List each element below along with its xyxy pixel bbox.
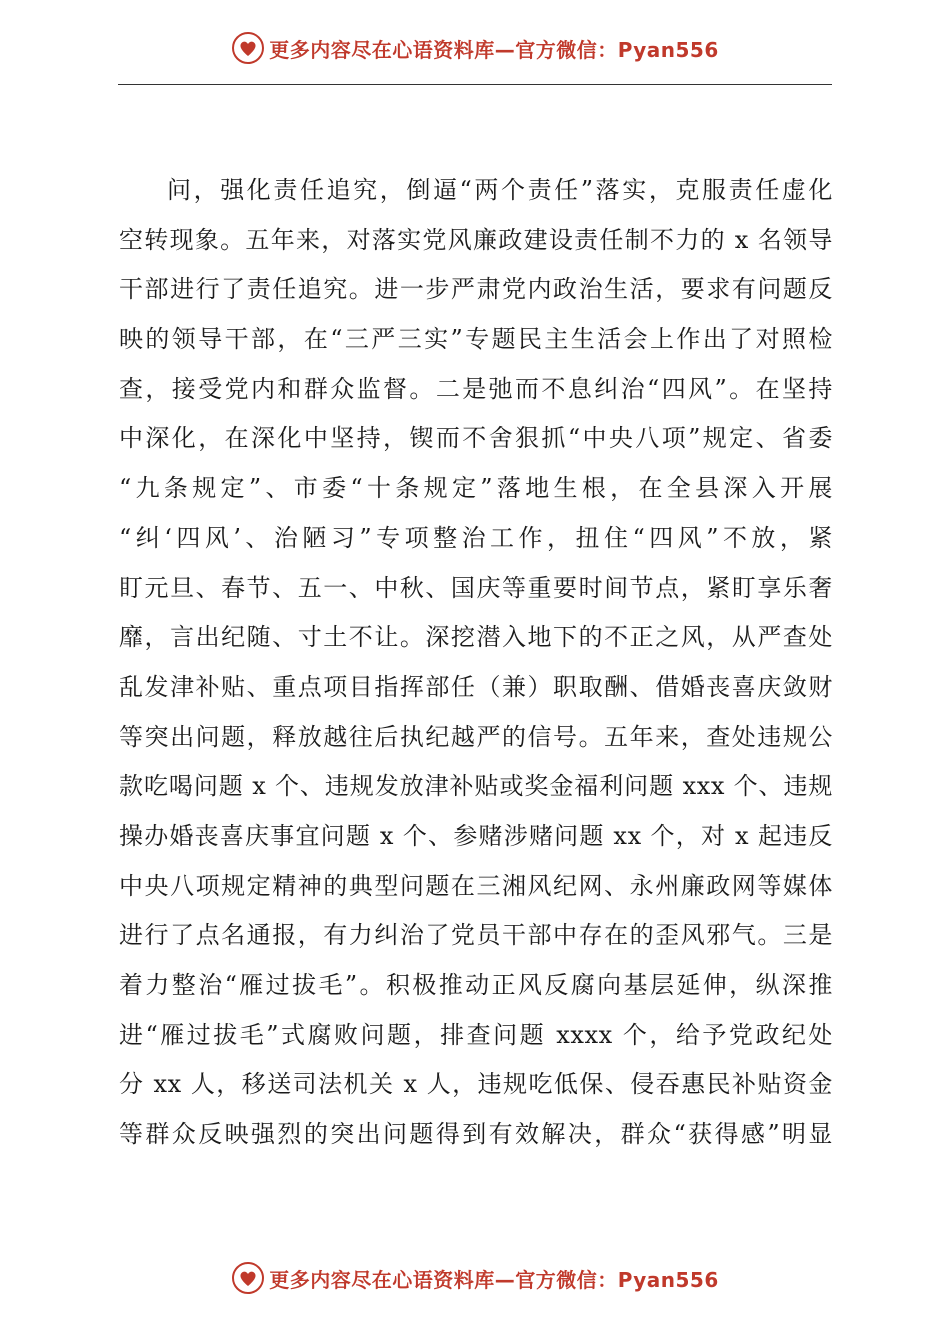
text-line: 查，接受党内和群众监督。二是弛而不息纠治“四风”。在坚持 [119,374,833,403]
heart-logo-icon [231,31,265,65]
text-line: 乱发津补贴、重点项目指挥部任（兼）职取酬、借婚丧喜庆敛财 [119,672,833,701]
header-banner-text: 更多内容尽在心语资料库—官方微信：Pyan556 [269,37,719,62]
text-line: 中深化，在深化中坚持，锲而不舍狠抓“中央八项”规定、省委 [119,424,833,453]
text-line: 款吃喝问题 x 个、违规发放津补贴或奖金福利问题 xxx 个、违规 [119,772,833,801]
text-line: 问，强化责任追究，倒逼“两个责任”落实，克服责任虚化 [167,176,833,204]
header-divider [118,84,832,85]
text-line: 映的领导干部，在“三严三实”专题民主生活会上作出了对照检 [119,325,833,354]
header-banner [0,28,950,68]
text-line: 干部进行了责任追究。进一步严肃党内政治生活，要求有问题反 [119,275,833,304]
text-line: 中央八项规定精神的典型问题在三湘风纪网、永州廉政网等媒体 [119,871,833,900]
text-line: 进行了点名通报，有力纠治了党员干部中存在的歪风邪气。三是 [119,921,833,950]
text-line: 着力整治“雁过拔毛”。积极推动正风反腐向基层延伸，纵深推 [119,971,833,999]
text-line: “九条规定”、市委“十条规定”落地生根，在全县深入开展 [119,474,833,503]
document-body [119,166,833,1160]
text-line: 等突出问题，释放越往后执纪越严的信号。五年来，查处违规公 [119,722,833,751]
heart-logo-icon [231,1261,265,1295]
text-line: 进“雁过拔毛”式腐败问题，排查问题 xxxx 个，给予党政纪处 [119,1020,833,1049]
text-line: “纠‘四风’、治陋习”专项整治工作，扭住“四风”不放，紧 [119,523,833,552]
text-line: 操办婚丧喜庆事宜问题 x 个、参赌涉赌问题 xx 个，对 x 起违反 [119,821,833,850]
text-line: 分 xx 人，移送司法机关 x 人，违规吃低保、侵吞惠民补贴资金 [119,1070,833,1099]
text-line: 等群众反映强烈的突出问题得到有效解决，群众“获得感”明显 [119,1120,833,1149]
footer-banner [0,1258,950,1298]
text-line: 盯元旦、春节、五一、中秋、国庆等重要时间节点，紧盯享乐奢 [119,573,833,602]
footer-banner-text: 更多内容尽在心语资料库—官方微信：Pyan556 [269,1267,719,1292]
text-line: 空转现象。五年来，对落实党风廉政建设责任制不力的 x 名领导 [119,225,833,254]
text-line: 靡，言出纪随、寸土不让。深挖潜入地下的不正之风，从严查处 [119,623,833,652]
